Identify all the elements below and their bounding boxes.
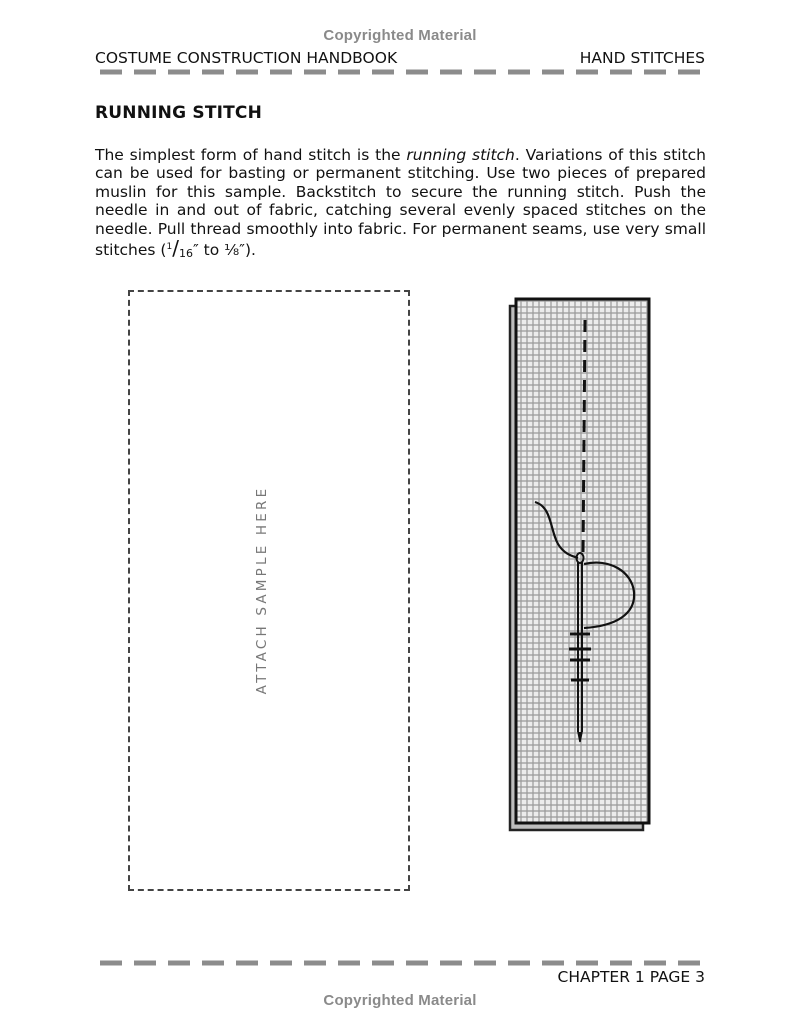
stitch-size-fraction	[166, 236, 193, 261]
fraction-numerator: 1	[166, 242, 173, 253]
attach-sample-label: ATTACH SAMPLE HERE	[254, 485, 270, 695]
body-text-intro: The simplest form of hand stitch is the	[95, 146, 407, 164]
fraction-denominator: 16	[178, 247, 193, 261]
running-header-book-title: COSTUME CONSTRUCTION HANDBOOK	[95, 49, 398, 67]
watermark-top: Copyrighted Material	[323, 27, 477, 44]
section-title: RUNNING STITCH	[95, 103, 263, 123]
section-body-text	[95, 146, 706, 263]
running-stitch-illustration	[500, 292, 660, 837]
watermark-bottom: Copyrighted Material	[323, 992, 477, 1009]
page-number-label: CHAPTER 1 PAGE 3	[557, 968, 705, 986]
running-stitch-term: running stitch	[406, 146, 515, 164]
body-text-end: ″ to ⅛″).	[192, 241, 256, 260]
body-text-main: . Variations of this stitch can be used for basting or permanent stitching. Use two pieces of prepared muslin for this sample. Backstitch to secure the running stitch. Push the needle in and out of fabric, catching several evenly spaced stitches on the needle. Pull thread smoothly into fabric. For permanent seams, use very small stitches (	[95, 146, 706, 260]
footer-dashed-rule	[100, 960, 708, 966]
running-header-section: HAND STITCHES	[579, 49, 705, 67]
header-dashed-rule	[100, 69, 708, 75]
fraction-slash: /	[172, 236, 179, 261]
